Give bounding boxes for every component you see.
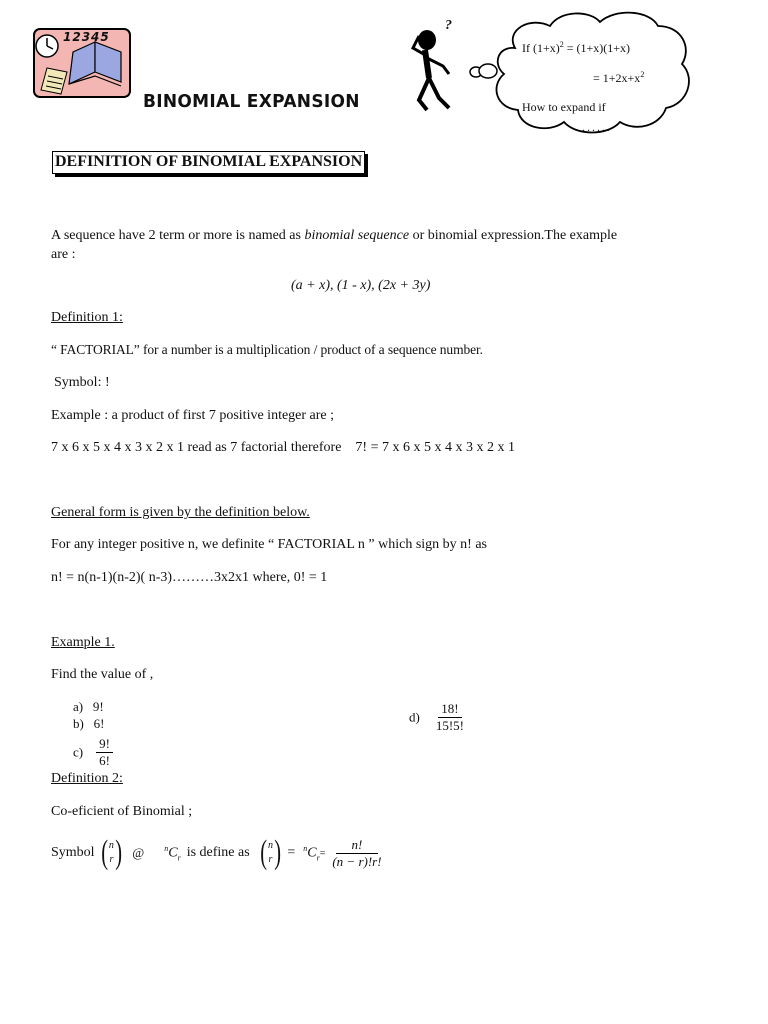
at-sign: @ xyxy=(132,845,145,860)
symbol-label: Symbol xyxy=(51,845,95,860)
example-1-item-c: c) $\frac{9!}{6!}$ xyxy=(73,736,113,769)
definition-1-symbol: Symbol: ! xyxy=(54,375,110,390)
ncr-notation-2: $^nC_r=$ xyxy=(303,843,326,863)
definition-1-example-line: 7 x 6 x 5 x 4 x 3 x 2 x 1 read as 7 factorial therefore 7! = 7 x 6 x 5 x 4 x 3 x 2 x 1 xyxy=(51,440,515,455)
general-form-line-1: For any integer positive n, we definite “ FACTORIAL n ” which sign by n! as xyxy=(51,537,487,552)
definition-1-text: “ FACTORIAL” for a number is a multiplication / product of a sequence number. xyxy=(51,342,483,357)
bubble-line-3: How to expand if xyxy=(522,100,606,114)
general-form-heading: General form is given by the definition below. xyxy=(51,505,310,520)
combination-fraction: $\frac{n!}{(n - r)!r!}$ xyxy=(332,836,382,869)
example-1-heading: Example 1. xyxy=(51,635,115,650)
book-clock-clipart xyxy=(33,28,131,98)
bubble-line-4: ...... xyxy=(582,120,612,134)
define-as-text: is define as xyxy=(186,845,250,860)
definition-2-heading: Definition 2: xyxy=(51,771,123,786)
binomial-notation-2: ( n r ) xyxy=(259,834,282,871)
bubble-line-2: = $1+2x+x^2$ xyxy=(593,70,645,85)
intro-example: (a + x), (1 - x), (2x + 3y) xyxy=(291,278,431,293)
fraction-c: $\frac{9!}{6!}$ xyxy=(96,736,113,769)
ncr-notation: $^nC_r$ xyxy=(164,843,181,863)
thinking-figure-clipart xyxy=(405,18,465,116)
bubble-line-1: If $(1+x)^2 = (1+x)(1+x)$ xyxy=(522,40,631,55)
thought-bubble xyxy=(460,8,700,138)
question-mark: ? xyxy=(445,18,452,33)
general-form-line-2: n! = n(n-1)(n-2)( n-3)………3x2x1 where, 0! = 1 xyxy=(51,570,328,585)
fraction-d: $\frac{18!}{15!5!}$ xyxy=(435,701,465,733)
definition-1-example: Example : a product of first 7 positive integer are ; xyxy=(51,408,335,423)
definition-1-heading: Definition 1: xyxy=(51,310,123,325)
page-title: BINOMIAL EXPANSION xyxy=(143,91,360,113)
section-heading: DEFINITION OF BINOMIAL EXPANSION xyxy=(52,151,365,174)
binomial-notation-1: ( n r ) xyxy=(100,834,122,871)
binomial-coefficient-formula xyxy=(51,836,385,870)
definition-2-text: Co-eficient of Binomial ; xyxy=(51,804,193,819)
example-1-item-b: b) 6! xyxy=(73,716,105,731)
example-1-item-d: d) $\frac{18!}{15!5!}$ xyxy=(409,701,467,734)
example-1-prompt: Find the value of , xyxy=(51,667,154,682)
clock-digits: 12345 xyxy=(63,30,110,44)
intro-paragraph: A sequence have 2 term or more is named as binomial sequence or binomial expression.The example are : xyxy=(51,228,618,262)
example-1-item-a: a) 9! xyxy=(73,699,104,714)
person-thinking-icon xyxy=(405,18,465,116)
thought-cloud-icon xyxy=(460,8,700,138)
equals-sign: = xyxy=(287,845,296,860)
